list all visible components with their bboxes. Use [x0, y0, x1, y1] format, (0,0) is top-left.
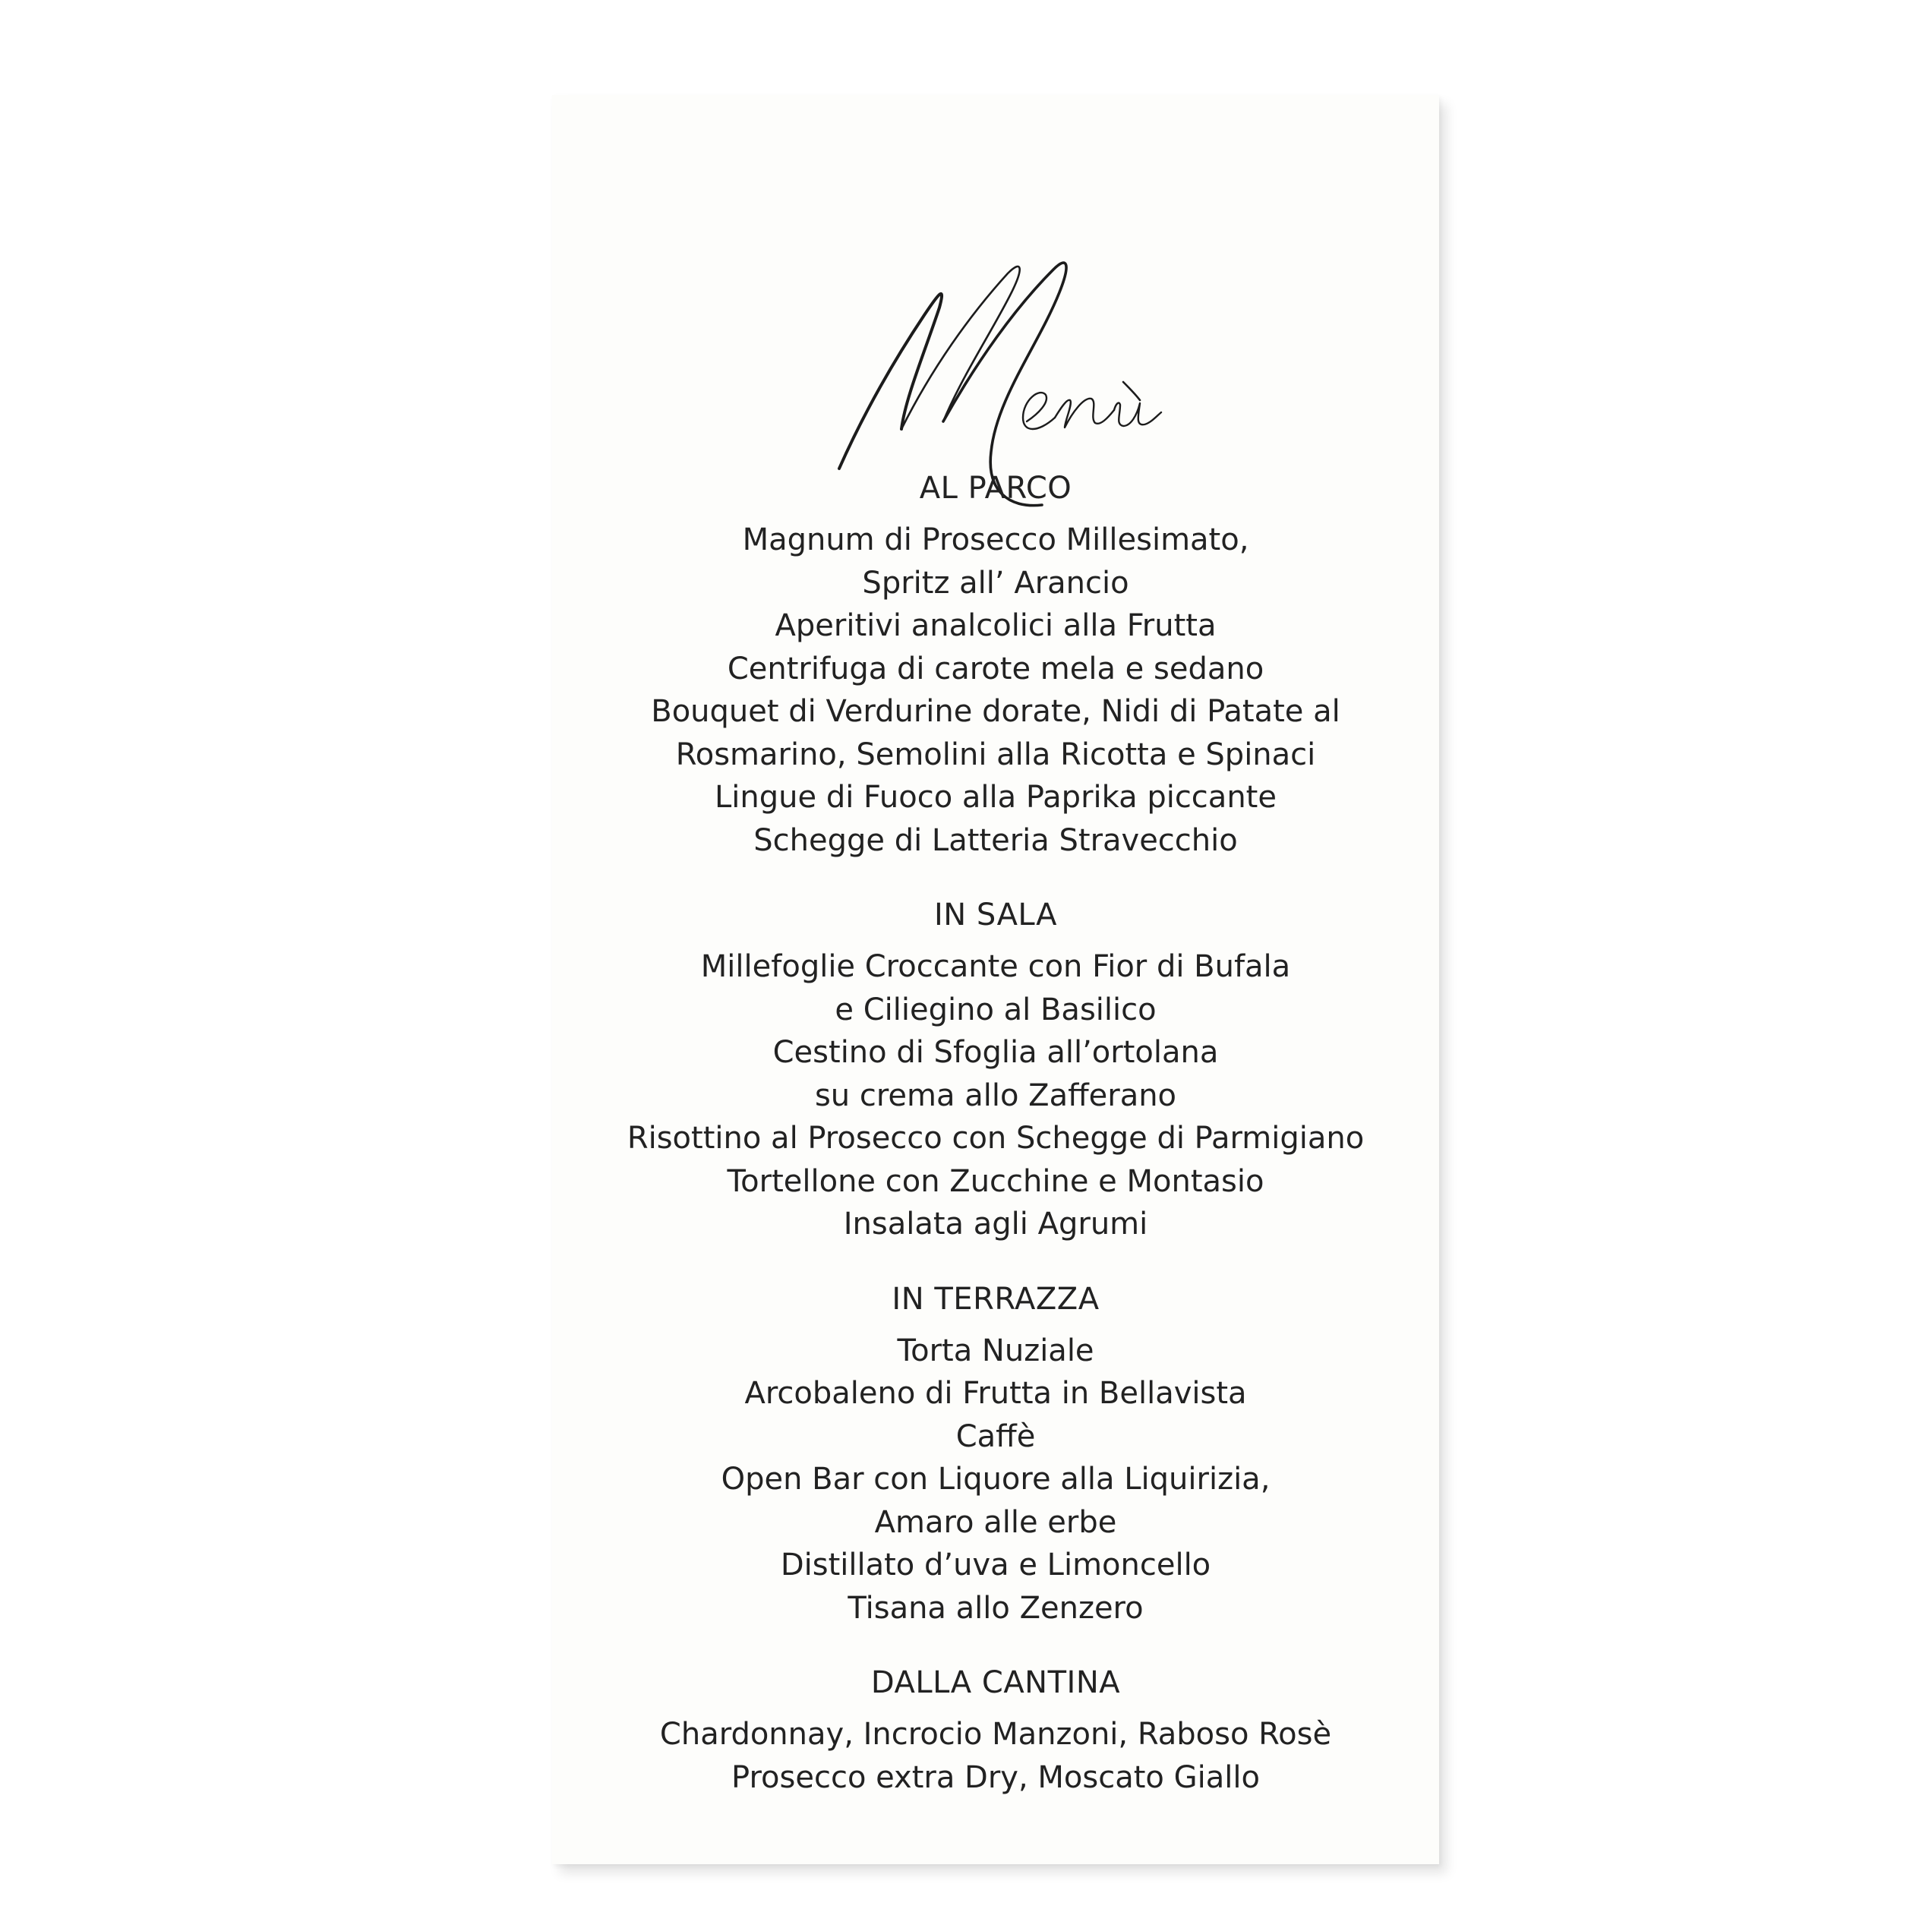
section-items	[552, 1713, 1439, 1799]
menu-item: Cestino di Sfoglia all’ortolana	[772, 1035, 1219, 1070]
menu-item: Caffè	[955, 1418, 1036, 1454]
menu-item: Distillato d’uva e Limoncello	[780, 1548, 1211, 1582]
menu-item: Open Bar con Liquore alla Liquirizia,	[721, 1462, 1271, 1497]
section-heading: IN TERRAZZA	[892, 1281, 1100, 1317]
menu-item: Insalata agli Agrumi	[843, 1207, 1148, 1242]
section-heading: IN SALA	[934, 898, 1057, 932]
menu-item: Millefoglie Croccante con Fior di Bufala	[700, 949, 1291, 984]
menu-item: Lingue di Fuoco alla Paprika piccante	[715, 780, 1277, 815]
menu-item: Centrifuga di carote mela e sedano	[727, 651, 1264, 686]
menu-item: e Ciliegino al Basilico	[835, 992, 1157, 1027]
menu-item: Aperitivi analcolici alla Frutta	[775, 608, 1217, 643]
section-items	[552, 945, 1439, 1246]
menu-item: Spritz all’ Arancio	[862, 565, 1129, 601]
menu-item: Torta Nuziale	[897, 1333, 1094, 1368]
menu-item: Tortellone con Zucchine e Montasio	[727, 1163, 1264, 1199]
menu-item: Bouquet di Verdurine dorate, Nidi di Patate al	[651, 694, 1340, 729]
menu-section-in-sala	[552, 894, 1439, 1246]
section-items	[552, 1330, 1439, 1630]
menu-section-in-terrazza	[552, 1278, 1439, 1630]
section-heading: DALLA CANTINA	[870, 1665, 1121, 1700]
menu-item: Chardonnay, Incrocio Manzoni, Raboso Rosè	[659, 1717, 1332, 1752]
menu-section-al-parco	[552, 467, 1439, 862]
menu-item: Risottino al Prosecco con Schegge di Parmigiano	[627, 1121, 1365, 1156]
menu-item: Schegge di Latteria Stravecchio	[753, 822, 1238, 858]
menu-item: Arcobaleno di Frutta in Bellavista	[744, 1376, 1247, 1411]
menu-card	[552, 95, 1439, 1864]
menu-item: Tisana allo Zenzero	[848, 1590, 1144, 1626]
menu-item: Amaro alle erbe	[874, 1504, 1117, 1540]
menu-item: su crema allo Zafferano	[814, 1078, 1177, 1113]
section-heading: AL PARCO	[919, 471, 1072, 506]
section-items	[552, 519, 1439, 862]
menu-item: Magnum di Prosecco Millesimato,	[742, 522, 1249, 557]
menu-item: Rosmarino, Semolini alla Ricotta e Spinaci	[675, 737, 1316, 772]
menu-section-dalla-cantina	[552, 1661, 1439, 1799]
menu-title-text	[552, 201, 553, 202]
menu-content	[552, 467, 1439, 1831]
menu-item: Prosecco extra Dry, Moscato Giallo	[731, 1759, 1260, 1795]
